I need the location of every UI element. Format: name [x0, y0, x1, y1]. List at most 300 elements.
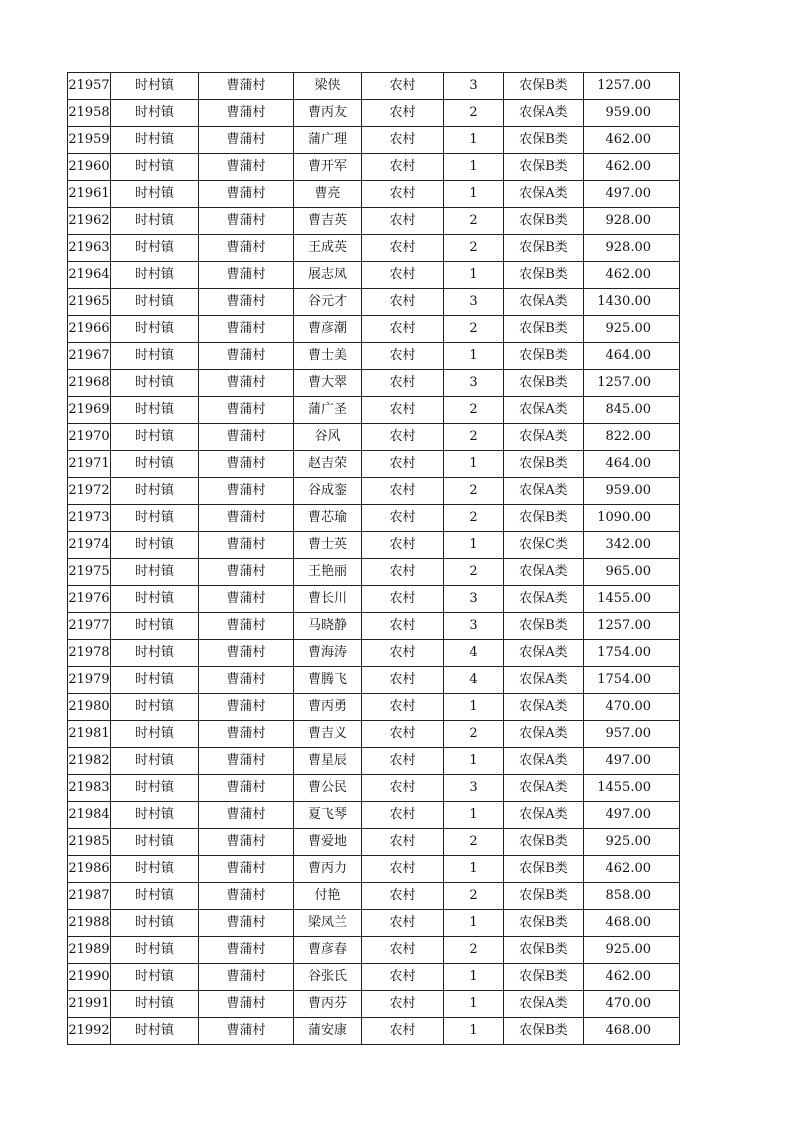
town-cell: 时村镇: [111, 748, 199, 775]
name-cell: 展志凤: [294, 262, 362, 289]
area-type-cell: 农村: [362, 937, 444, 964]
household-count-cell: 3: [444, 613, 504, 640]
town-cell: 时村镇: [111, 235, 199, 262]
amount-cell: 1257.00: [584, 370, 680, 397]
town-cell: 时村镇: [111, 559, 199, 586]
insurance-category-cell: 农保B类: [504, 127, 584, 154]
table-row: [68, 532, 680, 559]
amount-cell: 957.00: [584, 721, 680, 748]
record-id-cell: 21971: [68, 451, 111, 478]
amount-cell: 1754.00: [584, 640, 680, 667]
name-cell: 谷成銮: [294, 478, 362, 505]
insurance-category-cell: 农保B类: [504, 370, 584, 397]
area-type-cell: 农村: [362, 559, 444, 586]
name-cell: 夏飞琴: [294, 802, 362, 829]
amount-cell: 497.00: [584, 181, 680, 208]
household-count-cell: 2: [444, 424, 504, 451]
amount-cell: 1257.00: [584, 73, 680, 100]
name-cell: 曹吉英: [294, 208, 362, 235]
town-cell: 时村镇: [111, 829, 199, 856]
insurance-category-cell: 农保A类: [504, 478, 584, 505]
village-cell: 曹蒲村: [199, 937, 294, 964]
area-type-cell: 农村: [362, 343, 444, 370]
name-cell: 谷风: [294, 424, 362, 451]
insurance-category-cell: 农保B类: [504, 964, 584, 991]
town-cell: 时村镇: [111, 586, 199, 613]
village-cell: 曹蒲村: [199, 343, 294, 370]
insurance-category-cell: 农保A类: [504, 640, 584, 667]
name-cell: 曹丙勇: [294, 694, 362, 721]
insurance-category-cell: 农保C类: [504, 532, 584, 559]
table-row: [68, 694, 680, 721]
village-cell: 曹蒲村: [199, 586, 294, 613]
household-count-cell: 4: [444, 640, 504, 667]
village-cell: 曹蒲村: [199, 856, 294, 883]
household-count-cell: 1: [444, 262, 504, 289]
area-type-cell: 农村: [362, 991, 444, 1018]
town-cell: 时村镇: [111, 883, 199, 910]
table-row: [68, 1018, 680, 1045]
table-row: [68, 316, 680, 343]
insurance-category-cell: 农保A类: [504, 424, 584, 451]
town-cell: 时村镇: [111, 397, 199, 424]
name-cell: 曹芯瑜: [294, 505, 362, 532]
area-type-cell: 农村: [362, 721, 444, 748]
insurance-category-cell: 农保B类: [504, 343, 584, 370]
table-row: [68, 424, 680, 451]
table-row: [68, 451, 680, 478]
table-row: [68, 964, 680, 991]
household-count-cell: 1: [444, 910, 504, 937]
village-cell: 曹蒲村: [199, 1018, 294, 1045]
name-cell: 曹开军: [294, 154, 362, 181]
insurance-category-cell: 农保A类: [504, 721, 584, 748]
amount-cell: 925.00: [584, 937, 680, 964]
table-row: [68, 559, 680, 586]
area-type-cell: 农村: [362, 154, 444, 181]
area-type-cell: 农村: [362, 478, 444, 505]
name-cell: 曹士美: [294, 343, 362, 370]
village-cell: 曹蒲村: [199, 424, 294, 451]
town-cell: 时村镇: [111, 208, 199, 235]
town-cell: 时村镇: [111, 316, 199, 343]
household-count-cell: 4: [444, 667, 504, 694]
amount-cell: 965.00: [584, 559, 680, 586]
town-cell: 时村镇: [111, 721, 199, 748]
record-id-cell: 21989: [68, 937, 111, 964]
amount-cell: 925.00: [584, 316, 680, 343]
household-count-cell: 1: [444, 1018, 504, 1045]
village-cell: 曹蒲村: [199, 721, 294, 748]
insurance-category-cell: 农保B类: [504, 208, 584, 235]
village-cell: 曹蒲村: [199, 235, 294, 262]
record-id-cell: 21984: [68, 802, 111, 829]
table-row: [68, 73, 680, 100]
table-row: [68, 586, 680, 613]
records-table: [67, 72, 680, 1045]
household-count-cell: 2: [444, 100, 504, 127]
area-type-cell: 农村: [362, 856, 444, 883]
household-count-cell: 2: [444, 883, 504, 910]
town-cell: 时村镇: [111, 370, 199, 397]
name-cell: 曹公民: [294, 775, 362, 802]
village-cell: 曹蒲村: [199, 370, 294, 397]
record-id-cell: 21962: [68, 208, 111, 235]
town-cell: 时村镇: [111, 802, 199, 829]
insurance-category-cell: 农保B类: [504, 505, 584, 532]
amount-cell: 845.00: [584, 397, 680, 424]
record-id-cell: 21959: [68, 127, 111, 154]
table-row: [68, 613, 680, 640]
record-id-cell: 21990: [68, 964, 111, 991]
household-count-cell: 1: [444, 451, 504, 478]
name-cell: 马晓静: [294, 613, 362, 640]
record-id-cell: 21974: [68, 532, 111, 559]
household-count-cell: 2: [444, 829, 504, 856]
village-cell: 曹蒲村: [199, 775, 294, 802]
town-cell: 时村镇: [111, 505, 199, 532]
table-row: [68, 262, 680, 289]
name-cell: 梁侠: [294, 73, 362, 100]
village-cell: 曹蒲村: [199, 559, 294, 586]
town-cell: 时村镇: [111, 73, 199, 100]
area-type-cell: 农村: [362, 964, 444, 991]
amount-cell: 497.00: [584, 748, 680, 775]
record-id-cell: 21957: [68, 73, 111, 100]
amount-cell: 1754.00: [584, 667, 680, 694]
table-row: [68, 100, 680, 127]
table-row: [68, 910, 680, 937]
name-cell: 王成英: [294, 235, 362, 262]
table-row: [68, 667, 680, 694]
name-cell: 谷张氏: [294, 964, 362, 991]
table-row: [68, 154, 680, 181]
town-cell: 时村镇: [111, 127, 199, 154]
town-cell: 时村镇: [111, 154, 199, 181]
village-cell: 曹蒲村: [199, 397, 294, 424]
record-id-cell: 21983: [68, 775, 111, 802]
amount-cell: 858.00: [584, 883, 680, 910]
record-id-cell: 21981: [68, 721, 111, 748]
town-cell: 时村镇: [111, 694, 199, 721]
household-count-cell: 1: [444, 991, 504, 1018]
area-type-cell: 农村: [362, 775, 444, 802]
household-count-cell: 3: [444, 586, 504, 613]
village-cell: 曹蒲村: [199, 127, 294, 154]
household-count-cell: 1: [444, 127, 504, 154]
amount-cell: 925.00: [584, 829, 680, 856]
record-id-cell: 21972: [68, 478, 111, 505]
town-cell: 时村镇: [111, 181, 199, 208]
record-id-cell: 21985: [68, 829, 111, 856]
table-row: [68, 181, 680, 208]
amount-cell: 1090.00: [584, 505, 680, 532]
area-type-cell: 农村: [362, 910, 444, 937]
record-id-cell: 21973: [68, 505, 111, 532]
insurance-category-cell: 农保A类: [504, 667, 584, 694]
table-row: [68, 208, 680, 235]
table-row: [68, 343, 680, 370]
table-row: [68, 748, 680, 775]
area-type-cell: 农村: [362, 289, 444, 316]
table-row: [68, 370, 680, 397]
village-cell: 曹蒲村: [199, 262, 294, 289]
household-count-cell: 1: [444, 748, 504, 775]
name-cell: 梁凤兰: [294, 910, 362, 937]
household-count-cell: 1: [444, 343, 504, 370]
record-id-cell: 21960: [68, 154, 111, 181]
name-cell: 曹丙友: [294, 100, 362, 127]
insurance-category-cell: 农保B类: [504, 910, 584, 937]
household-count-cell: 1: [444, 802, 504, 829]
table-row: [68, 640, 680, 667]
household-count-cell: 3: [444, 370, 504, 397]
table-row: [68, 883, 680, 910]
town-cell: 时村镇: [111, 856, 199, 883]
record-id-cell: 21980: [68, 694, 111, 721]
record-id-cell: 21958: [68, 100, 111, 127]
table-body: [68, 73, 680, 1045]
record-id-cell: 21976: [68, 586, 111, 613]
record-id-cell: 21988: [68, 910, 111, 937]
amount-cell: 462.00: [584, 262, 680, 289]
town-cell: 时村镇: [111, 964, 199, 991]
table-row: [68, 991, 680, 1018]
village-cell: 曹蒲村: [199, 829, 294, 856]
area-type-cell: 农村: [362, 613, 444, 640]
insurance-category-cell: 农保B类: [504, 829, 584, 856]
area-type-cell: 农村: [362, 181, 444, 208]
area-type-cell: 农村: [362, 73, 444, 100]
insurance-category-cell: 农保B类: [504, 154, 584, 181]
amount-cell: 822.00: [584, 424, 680, 451]
village-cell: 曹蒲村: [199, 154, 294, 181]
village-cell: 曹蒲村: [199, 316, 294, 343]
village-cell: 曹蒲村: [199, 73, 294, 100]
household-count-cell: 1: [444, 964, 504, 991]
name-cell: 蒲安康: [294, 1018, 362, 1045]
village-cell: 曹蒲村: [199, 748, 294, 775]
name-cell: 曹长川: [294, 586, 362, 613]
insurance-category-cell: 农保A类: [504, 775, 584, 802]
insurance-category-cell: 农保A类: [504, 397, 584, 424]
record-id-cell: 21992: [68, 1018, 111, 1045]
town-cell: 时村镇: [111, 478, 199, 505]
village-cell: 曹蒲村: [199, 451, 294, 478]
insurance-category-cell: 农保A类: [504, 100, 584, 127]
name-cell: 蒲广理: [294, 127, 362, 154]
name-cell: 曹彦春: [294, 937, 362, 964]
area-type-cell: 农村: [362, 667, 444, 694]
table-row: [68, 478, 680, 505]
household-count-cell: 1: [444, 856, 504, 883]
record-id-cell: 21977: [68, 613, 111, 640]
record-id-cell: 21978: [68, 640, 111, 667]
household-count-cell: 2: [444, 721, 504, 748]
area-type-cell: 农村: [362, 694, 444, 721]
name-cell: 蒲广圣: [294, 397, 362, 424]
amount-cell: 342.00: [584, 532, 680, 559]
insurance-category-cell: 农保B类: [504, 937, 584, 964]
name-cell: 赵吉荣: [294, 451, 362, 478]
area-type-cell: 农村: [362, 208, 444, 235]
area-type-cell: 农村: [362, 451, 444, 478]
town-cell: 时村镇: [111, 289, 199, 316]
table-row: [68, 721, 680, 748]
town-cell: 时村镇: [111, 100, 199, 127]
area-type-cell: 农村: [362, 1018, 444, 1045]
insurance-category-cell: 农保A类: [504, 694, 584, 721]
insurance-category-cell: 农保A类: [504, 289, 584, 316]
village-cell: 曹蒲村: [199, 532, 294, 559]
table-row: [68, 505, 680, 532]
insurance-category-cell: 农保B类: [504, 73, 584, 100]
area-type-cell: 农村: [362, 640, 444, 667]
area-type-cell: 农村: [362, 235, 444, 262]
record-id-cell: 21968: [68, 370, 111, 397]
area-type-cell: 农村: [362, 370, 444, 397]
village-cell: 曹蒲村: [199, 100, 294, 127]
table-row: [68, 829, 680, 856]
table-row: [68, 775, 680, 802]
amount-cell: 470.00: [584, 694, 680, 721]
household-count-cell: 3: [444, 775, 504, 802]
household-count-cell: 1: [444, 154, 504, 181]
table-row: [68, 235, 680, 262]
record-id-cell: 21979: [68, 667, 111, 694]
household-count-cell: 2: [444, 235, 504, 262]
record-id-cell: 21982: [68, 748, 111, 775]
insurance-category-cell: 农保A类: [504, 991, 584, 1018]
area-type-cell: 农村: [362, 397, 444, 424]
area-type-cell: 农村: [362, 262, 444, 289]
household-count-cell: 2: [444, 505, 504, 532]
insurance-category-cell: 农保A类: [504, 802, 584, 829]
household-count-cell: 2: [444, 937, 504, 964]
record-id-cell: 21991: [68, 991, 111, 1018]
insurance-category-cell: 农保B类: [504, 451, 584, 478]
town-cell: 时村镇: [111, 451, 199, 478]
village-cell: 曹蒲村: [199, 991, 294, 1018]
name-cell: 曹吉义: [294, 721, 362, 748]
amount-cell: 462.00: [584, 856, 680, 883]
amount-cell: 470.00: [584, 991, 680, 1018]
town-cell: 时村镇: [111, 424, 199, 451]
amount-cell: 928.00: [584, 235, 680, 262]
area-type-cell: 农村: [362, 748, 444, 775]
name-cell: 曹海涛: [294, 640, 362, 667]
amount-cell: 497.00: [584, 802, 680, 829]
household-count-cell: 2: [444, 208, 504, 235]
area-type-cell: 农村: [362, 532, 444, 559]
name-cell: 王艳丽: [294, 559, 362, 586]
area-type-cell: 农村: [362, 316, 444, 343]
village-cell: 曹蒲村: [199, 964, 294, 991]
village-cell: 曹蒲村: [199, 208, 294, 235]
record-id-cell: 21969: [68, 397, 111, 424]
town-cell: 时村镇: [111, 343, 199, 370]
insurance-category-cell: 农保B类: [504, 613, 584, 640]
amount-cell: 464.00: [584, 343, 680, 370]
town-cell: 时村镇: [111, 937, 199, 964]
insurance-category-cell: 农保B类: [504, 235, 584, 262]
village-cell: 曹蒲村: [199, 613, 294, 640]
amount-cell: 462.00: [584, 127, 680, 154]
amount-cell: 1455.00: [584, 775, 680, 802]
table-row: [68, 856, 680, 883]
village-cell: 曹蒲村: [199, 478, 294, 505]
amount-cell: 468.00: [584, 910, 680, 937]
town-cell: 时村镇: [111, 532, 199, 559]
record-id-cell: 21961: [68, 181, 111, 208]
town-cell: 时村镇: [111, 613, 199, 640]
village-cell: 曹蒲村: [199, 640, 294, 667]
table-row: [68, 127, 680, 154]
area-type-cell: 农村: [362, 883, 444, 910]
town-cell: 时村镇: [111, 667, 199, 694]
town-cell: 时村镇: [111, 640, 199, 667]
record-id-cell: 21967: [68, 343, 111, 370]
name-cell: 曹大翠: [294, 370, 362, 397]
insurance-category-cell: 农保B类: [504, 262, 584, 289]
record-id-cell: 21963: [68, 235, 111, 262]
name-cell: 曹亮: [294, 181, 362, 208]
town-cell: 时村镇: [111, 775, 199, 802]
household-count-cell: 1: [444, 694, 504, 721]
village-cell: 曹蒲村: [199, 910, 294, 937]
name-cell: 曹星辰: [294, 748, 362, 775]
town-cell: 时村镇: [111, 1018, 199, 1045]
amount-cell: 462.00: [584, 154, 680, 181]
town-cell: 时村镇: [111, 991, 199, 1018]
household-count-cell: 2: [444, 478, 504, 505]
village-cell: 曹蒲村: [199, 667, 294, 694]
household-count-cell: 2: [444, 559, 504, 586]
amount-cell: 959.00: [584, 100, 680, 127]
village-cell: 曹蒲村: [199, 694, 294, 721]
household-count-cell: 1: [444, 181, 504, 208]
household-count-cell: 2: [444, 316, 504, 343]
name-cell: 曹腾飞: [294, 667, 362, 694]
household-count-cell: 2: [444, 397, 504, 424]
table-row: [68, 289, 680, 316]
area-type-cell: 农村: [362, 829, 444, 856]
table-row: [68, 802, 680, 829]
insurance-category-cell: 农保A类: [504, 748, 584, 775]
name-cell: 曹士英: [294, 532, 362, 559]
table-row: [68, 937, 680, 964]
area-type-cell: 农村: [362, 100, 444, 127]
amount-cell: 464.00: [584, 451, 680, 478]
insurance-category-cell: 农保B类: [504, 883, 584, 910]
record-id-cell: 21970: [68, 424, 111, 451]
record-id-cell: 21986: [68, 856, 111, 883]
village-cell: 曹蒲村: [199, 802, 294, 829]
record-id-cell: 21964: [68, 262, 111, 289]
insurance-category-cell: 农保B类: [504, 856, 584, 883]
name-cell: 曹丙力: [294, 856, 362, 883]
insurance-category-cell: 农保B类: [504, 316, 584, 343]
amount-cell: 1455.00: [584, 586, 680, 613]
area-type-cell: 农村: [362, 424, 444, 451]
amount-cell: 1430.00: [584, 289, 680, 316]
insurance-category-cell: 农保B类: [504, 1018, 584, 1045]
village-cell: 曹蒲村: [199, 289, 294, 316]
amount-cell: 468.00: [584, 1018, 680, 1045]
amount-cell: 1257.00: [584, 613, 680, 640]
name-cell: 谷元才: [294, 289, 362, 316]
village-cell: 曹蒲村: [199, 181, 294, 208]
